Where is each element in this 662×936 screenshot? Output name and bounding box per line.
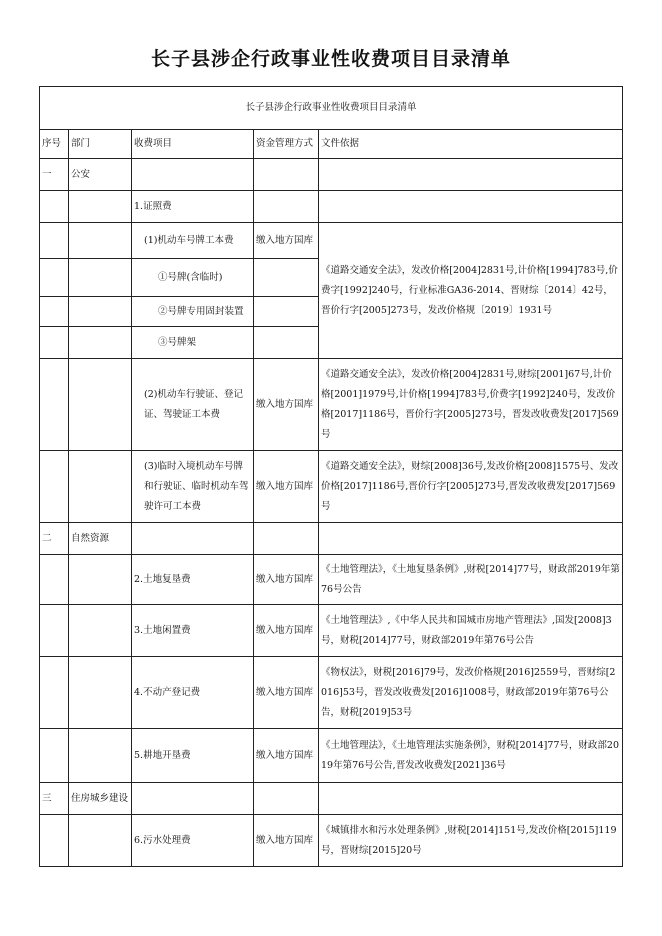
table-row [40,555,623,605]
category-seq: 二 [40,523,69,555]
table-row [40,657,623,729]
basis-text: 《道路交通安全法》，财综[2008]36号,发改价格[2008]1575号、发改价格[2017]1186号,晋价行字[2005]273号,晋发改收费发[2017]569号 [319,451,623,523]
fee-table [39,86,623,867]
item-name: 1.证照费 [132,191,254,223]
item-name: (1)机动车号牌工本费 [132,223,254,259]
category-row [40,523,623,555]
basis-text: 《道路交通安全法》，发改价格[2004]2831号,计价格[1994]783号,价费字[1992]240号，行业标准GA36-2014、晋财综〔2014〕42号，晋价行字[2005]273号，发改价格规〔2019〕1931号 [319,223,623,359]
fund-method: 缴入地方国库 [254,605,319,657]
table-row [40,191,623,223]
category-seq: 三 [40,783,69,815]
table-row [40,605,623,657]
category-dept: 公安 [69,159,132,191]
item-name: 6.污水处理费 [132,815,254,867]
header-dept: 部门 [69,130,132,159]
fund-method: 缴入地方国库 [254,729,319,783]
item-name: (2)机动车行驶证、登记证、驾驶证工本费 [132,359,254,451]
item-name: 2.土地复垦费 [132,555,254,605]
item-name: (3)临时入境机动车号牌和行驶证、临时机动车驾驶许可工本费 [132,451,254,523]
category-seq: 一 [40,159,69,191]
table-row [40,815,623,867]
category-row [40,159,623,191]
item-name: ①号牌(含临时) [132,259,254,297]
table-row [40,729,623,783]
basis-text: 《城镇排水和污水处理条例》,财税[2014]151号,发改价格[2015]119号，晋财综[2015]20号 [319,815,623,867]
fund-method: 缴入地方国库 [254,359,319,451]
header-seq: 序号 [40,130,69,159]
item-name: ②号牌专用固封装置 [132,297,254,327]
table-row [40,451,623,523]
basis-text: 《土地管理法》，《土地复垦条例》,财税[2014]77号，财政部2019年第76号公告 [319,555,623,605]
basis-text: 《道路交通安全法》，发改价格[2004]2831号,财综[2001]67号,计价格[2001]1979号,计价格[1994]783号,价费字[1992]240号，发改价格[2017]1186号，晋价行字[2005]273号，晋发改收费发[2017]569号 [319,359,623,451]
fund-method: 缴入地方国库 [254,555,319,605]
table-title: 长子县涉企行政事业性收费项目目录清单 [40,87,623,130]
table-row [40,359,623,451]
basis-text: 《土地管理法》，《土地管理法实施条例》，财税[2014]77号，财政部2019年第76号公告,晋发改收费发[2021]36号 [319,729,623,783]
header-basis: 文件依据 [319,130,623,159]
basis-text: 《物权法》，财税[2016]79号，发改价格规[2016]2559号，晋财综[2016]53号，晋发改收费发[2016]1008号，财政部2019年第76号公告，财税[2019]53号 [319,657,623,729]
basis-text: 《土地管理法》,《中华人民共和国城市房地产管理法》,国发[2008]3号，财税[2014]77号，财政部2019年第76号公告 [319,605,623,657]
item-name: 3.土地闲置费 [132,605,254,657]
category-row [40,783,623,815]
category-dept: 自然资源 [69,523,132,555]
item-name: 5.耕地开垦费 [132,729,254,783]
fund-method: 缴入地方国库 [254,223,319,259]
item-name: ③号牌架 [132,327,254,359]
table-header-row [40,130,623,159]
header-item: 收费项目 [132,130,254,159]
fund-method: 缴入地方国库 [254,815,319,867]
category-dept: 住房城乡建设 [69,783,132,815]
table-title-row [40,87,623,130]
fund-method: 缴入地方国库 [254,657,319,729]
table-row [40,223,623,259]
header-fund: 资金管理方式 [254,130,319,159]
fund-method: 缴入地方国库 [254,451,319,523]
page-title: 长子县涉企行政事业性收费项目目录清单 [150,48,511,70]
item-name: 4.不动产登记费 [132,657,254,729]
